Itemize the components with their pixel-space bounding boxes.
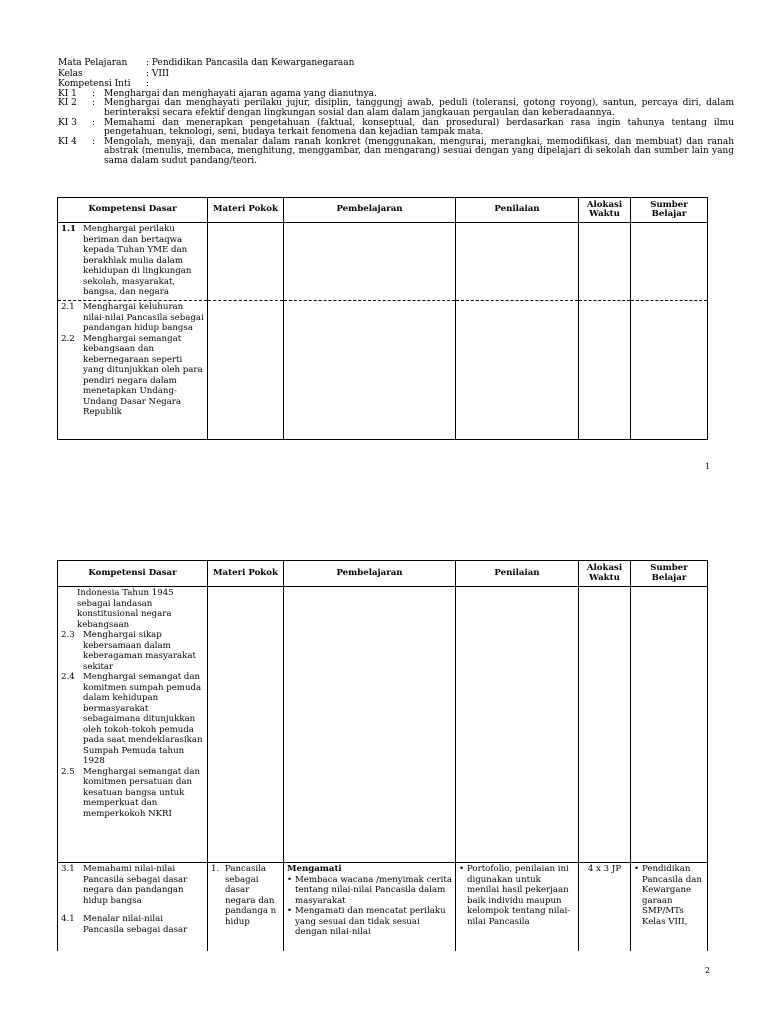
ki-3-text: Memahami dan menerapkan pengetahuan (faktual, konseptual, dan prosedural) berdasarkan rasa ingin tahunya tentang ilmu pengetahuan, teknologi, seni, budaya terkait fenomena dan kejadian tampak mata.: [104, 117, 734, 138]
ki-1-code: KI 1: [58, 88, 77, 99]
table-row: [58, 223, 708, 301]
kd-2-1: 2.1 Menghargai keluhuran nilai-nilai Pancasila sebagai pandangan hidup bangsa: [61, 302, 204, 333]
alokasi-waktu: 4 x 3 JP: [579, 863, 631, 951]
materi-pokok-1: 1. Pancasila sebagai dasar negara dan pandanga n hidup: [211, 864, 277, 927]
silabus-table-page-2: [57, 560, 708, 951]
ki-2-code: KI 2: [58, 98, 77, 109]
ki-3: KI 3 : Memahami dan menerapkan pengetahuan (faktual, konseptual, dan prosedural) berdasarkan rasa ingin tahunya tentang ilmu pengetahuan, teknologi, seni, budaya terkait fenomena dan kejadian tampak mata.: [58, 117, 734, 138]
ki-value: :: [146, 79, 150, 90]
table-header-row: [58, 198, 708, 223]
kd-4-1: 4.1 Menalar nilai-nilai Pancasila sebagai dasar: [61, 914, 188, 935]
page-1: [0, 0, 768, 490]
ki-2: KI 2 : Menghargai dan menghayati perilaku jujur, disiplin, tanggungj awab, peduli (toleransi, gotong royong), santun, percaya diri, dalam berinteraksi secara efektif dengan lingkungan sosial dan alam dalam jangkauan pergaulan dan keberadaannya.: [58, 98, 734, 118]
pembelajaran-item: • Membaca wacana /menyimak cerita tentang nilai-nilai Pancasila dalam masyarakat: [287, 874, 452, 906]
kelas-label: Kelas: [58, 68, 83, 79]
col-sumber: Sumber Belajar: [631, 561, 708, 587]
col-kd: Kompetensi Dasar: [58, 561, 208, 587]
penilaian-item: • Portofolio, penilaian ini digunakan untuk menilai hasil pekerjaan baik individu maupun kelompok tentang nilai-nilai Pancasila: [459, 864, 571, 927]
mapel-row: [58, 58, 734, 69]
silabus-table-page-1: [57, 197, 708, 440]
table-row: [58, 587, 708, 863]
page-2: [0, 530, 768, 1024]
ki-2-text: Menghargai dan menghayati perilaku jujur, disiplin, tanggungj awab, peduli (toleransi, gotong royong), santun, percaya diri, dalam berinteraksi secara efektif dengan lingkungan sosial dan alam dalam jangkauan pergaulan dan keberadaannya.: [104, 98, 734, 118]
col-alokasi: Alokasi Waktu: [579, 198, 631, 223]
kd-2-2: 2.2 Menghargai semangat kebangsaan dan kebernegaraan seperti yang ditunjukkan oleh para pendiri negara dalam menetapkan Undang-Undang Dasar Negara Republik: [61, 333, 203, 417]
page-number: 2: [704, 966, 710, 975]
kd-2-5: 2.5 Menghargai semangat dan komitmen persatuan dan kesatuan bangsa untuk memperkuat dan memperkokoh NKRI: [61, 766, 201, 819]
page-number: 1: [704, 462, 710, 471]
kd-1-1: 1.1 Menghargai perilaku beriman dan bertaqwa kepada Tuhan YME dan berakhlak mulia dalam kehidupan di lingkungan sekolah, masyarakat, bangsa, dan negara: [61, 224, 192, 297]
col-pembelajaran: Pembelajaran: [284, 198, 456, 223]
kelas-row: [58, 69, 734, 80]
document-header: [58, 58, 734, 167]
ki-4: KI 4 : Mengolah, menyaji, dan menalar dalam ranah konkret (menggunakan, mengurai, merangkai, memodifikasi, dan membuat) dan ranah abstrak (menulis, membaca, menghitung, menggambar, dan mengarang) sesuai dengan yang dipelajari di sekolah dan sumber lain yang sama dalam sudut pandang/teori.: [58, 136, 734, 166]
kelas-value: : VIII: [146, 68, 170, 79]
kd-2-2-continued: Indonesia Tahun 1945 sebagai landasan konstitusional negara kebangsaan: [77, 588, 174, 630]
mapel-value: : Pendidikan Pancasila dan Kewarganegaraan: [146, 58, 355, 68]
sumber-item: • Pendidikan Pancasila dan Kewargane garaan SMP/MTs Kelas VIII,: [634, 864, 702, 927]
ki-label: Kompetensi Inti: [58, 79, 131, 90]
mapel-label: Mata Pelajaran: [58, 58, 128, 68]
col-materi: Materi Pokok: [208, 198, 284, 223]
ki-1-text: Menghargai dan menghayati ajaran agama yang dianutnya.: [104, 88, 377, 99]
kd-3-1: 3.1 Memahami nilai-nilai Pancasila sebagai dasar negara dan pandangan hidup bangsa: [61, 864, 188, 906]
table-row: [58, 863, 708, 951]
col-kd: Kompetensi Dasar: [58, 198, 208, 223]
table-header-row: [58, 561, 708, 587]
col-penilaian: Penilaian: [456, 198, 579, 223]
ki-3-code: KI 3: [58, 117, 77, 128]
col-materi: Materi Pokok: [208, 561, 284, 587]
kd-2-4: 2.4 Menghargai semangat dan komitmen sumpah pemuda dalam kehidupan bermasyarakat sebagaimana ditunjukkan oleh tokoh-tokoh pemuda pada saat mendeklarasikan Sumpah Pemuda tahun 1928: [61, 672, 203, 766]
kd-2-3: 2.3 Menghargai sikap kebersamaan dalam keberagaman masyarakat sekitar: [61, 630, 196, 672]
ki-4-text: Mengolah, menyaji, dan menalar dalam ranah konkret (menggunakan, mengurai, merangkai, memodifikasi, dan membuat) dan ranah abstrak (menulis, membaca, menghitung, menggambar, dan mengarang) sesuai dengan yang dipelajari di sekolah dan sumber lain yang sama dalam sudut pandang/teori.: [104, 136, 734, 166]
ki-1: KI 1 : Menghargai dan menghayati ajaran agama yang dianutnya.: [58, 90, 734, 100]
ki-4-code: KI 4: [58, 136, 77, 147]
pembelajaran-item: • Mengamati dan mencatat perilaku yang sesuai dan tidak sesuai dengan nilai-nilai: [287, 906, 446, 937]
col-sumber: Sumber Belajar: [631, 198, 708, 223]
col-pembelajaran: Pembelajaran: [284, 561, 456, 587]
col-alokasi: Alokasi Waktu: [579, 561, 631, 587]
pembelajaran-heading: Mengamati: [287, 864, 342, 874]
table-row: [58, 301, 708, 440]
col-penilaian: Penilaian: [456, 561, 579, 587]
